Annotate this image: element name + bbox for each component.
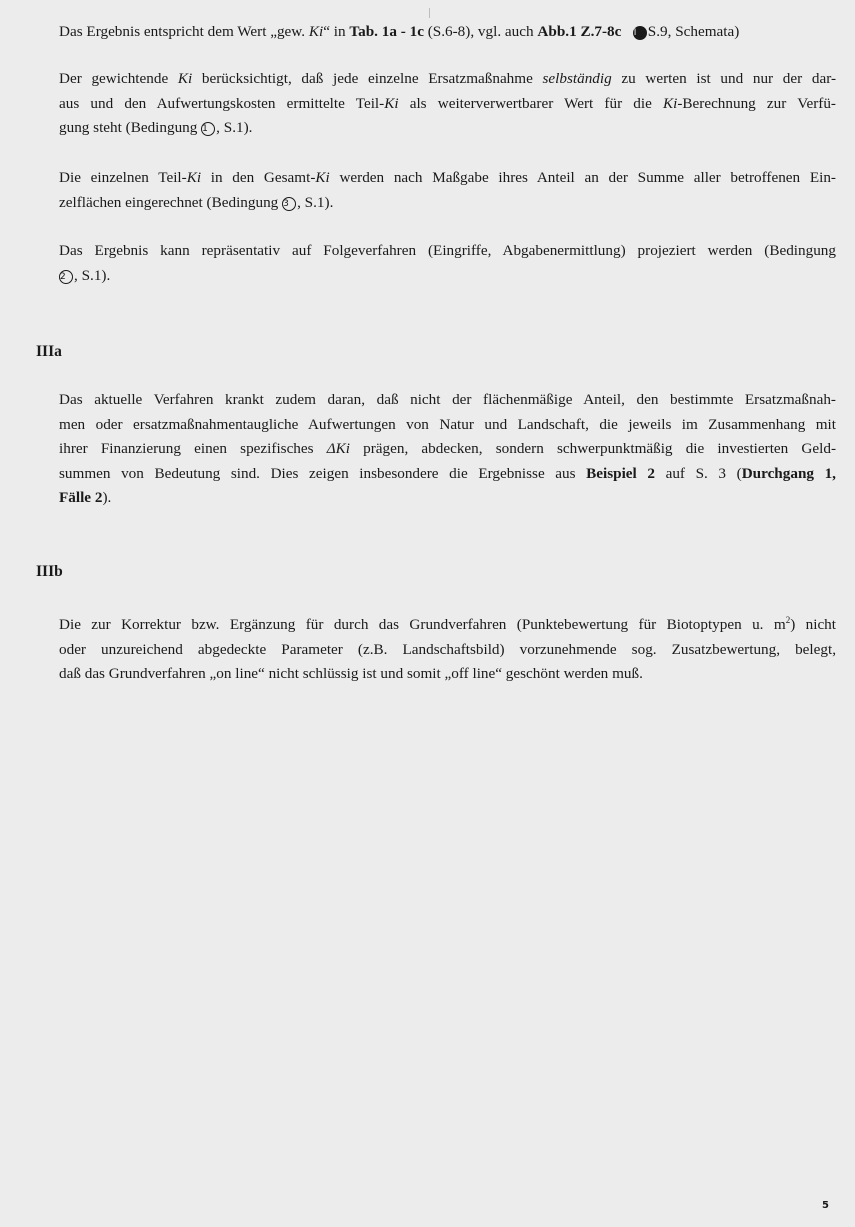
circled-numeral-icon: 2 (59, 270, 73, 284)
paragraph-line: Das aktuelle Verfahren krankt zudem daran, daß nicht der flächenmäßige Anteil, den bestimmte Ersatzmaßnah- (59, 391, 836, 408)
text: Der gewichtende (59, 70, 178, 87)
text: ). (102, 489, 112, 507)
text: summen von Bedeutung sind. Dies zeigen insbesondere die Ergebnisse aus (59, 464, 587, 482)
section-heading-iiia: IIIa (36, 343, 62, 360)
paragraph-line: Das Ergebnis kann repräsentativ auf Folgeverfahren (Eingriffe, Abgabenermittlung) projeziert werden (Bedingung (59, 242, 836, 259)
paragraph-correction (59, 608, 836, 687)
paragraph-line (59, 92, 836, 117)
circled-numeral-icon: I (633, 26, 647, 40)
paragraph-line (59, 67, 836, 92)
text: Die zur Korrektur bzw. Ergänzung für durch das Grundverfahren (Punktebewertung für Biotoptypen u. m (59, 616, 786, 634)
paragraph-line (59, 116, 836, 141)
paragraph-line: daß das Grundverfahren „on line“ nicht schlüssig ist und somit „off line“ geschönt werden muß. (59, 665, 643, 683)
figure-reference: Abb.1 Z.7-8c (537, 23, 622, 40)
paragraph-partial-ki (59, 166, 836, 215)
text: ) nicht (790, 616, 836, 634)
paragraph-line (59, 20, 836, 45)
paragraph-line: oder unzureichend abgedeckte Parameter (z.B. Landschaftsbild) vorzunehmende sog. Zusatzbewertung, belegt, (59, 640, 836, 658)
paragraph-line (59, 166, 836, 191)
case-reference: Fälle 2 (59, 489, 103, 507)
table-reference: Tab. 1a - 1c (349, 23, 424, 40)
scan-mark (429, 8, 430, 18)
text: werden nach Maßgabe ihres Anteil an der Summe aller betroffenen Ein- (329, 169, 836, 186)
text: Das Ergebnis entspricht dem Wert „gew. (59, 23, 309, 40)
paragraph-line (59, 437, 836, 462)
text: ihrer Finanzierung einen spezifisches (59, 440, 327, 458)
text: Die einzelnen Teil- (59, 169, 187, 186)
text: (S.6-8), vgl. auch (423, 23, 538, 40)
paragraph-line (59, 486, 836, 511)
text: , S.1). (297, 193, 334, 211)
run-reference: Durchgang 1, (741, 464, 836, 482)
superscript: 2 (785, 615, 791, 625)
paragraph-line (59, 608, 836, 638)
delta-ki-term: ΔKi (326, 440, 350, 458)
paragraph-line (59, 264, 836, 289)
ki-term: Ki (384, 94, 399, 112)
paragraph-representative (59, 239, 836, 288)
text: “ in (323, 23, 350, 40)
paragraph-weighting (59, 67, 836, 141)
text: S.9, Schemata) (647, 23, 740, 40)
ki-term: Ki (662, 94, 678, 112)
paragraph-line: men oder ersatzmaßnahmentaugliche Aufwertungen von Natur und Landschaft, die jeweils im Zusammenhang mit (59, 415, 836, 433)
text: als weiterverwertbarer Wert für die (398, 94, 663, 112)
paragraph-result-value (59, 20, 836, 45)
section-heading-iiib: IIIb (36, 563, 63, 580)
example-reference: Beispiel 2 (586, 464, 655, 482)
ki-term: Ki (308, 23, 324, 40)
text: in den Gesamt- (201, 169, 316, 186)
page-number: 5 (822, 1200, 829, 1211)
ki-term: Ki (186, 169, 202, 186)
text: zelflächen eingerechnet (Bedingung (59, 193, 283, 211)
text: prägen, abdecken, sondern schwerpunktmäßig die investierten Geld- (349, 440, 836, 458)
paragraph-current-procedure (59, 388, 836, 511)
text: aus und den Aufwertungskosten ermittelte Teil- (59, 94, 385, 112)
text: auf S. 3 ( (654, 464, 742, 482)
ki-term: Ki (177, 70, 193, 87)
paragraph-line (59, 462, 836, 487)
ki-term: Ki (315, 169, 330, 186)
text: , S.1). (74, 266, 111, 284)
text: -Berechnung zur Verfü- (677, 94, 836, 112)
paragraph-line (59, 191, 836, 216)
text: , S.1). (216, 119, 253, 137)
circled-numeral-icon: 1 (201, 122, 215, 136)
text: berücksichtigt, daß jede einzelne Ersatzmaßnahme (192, 70, 543, 87)
emphasis: selbständig (542, 70, 612, 87)
text: gung steht (Bedingung (59, 119, 202, 137)
text: zu werten ist und nur der dar- (611, 70, 837, 87)
circled-numeral-icon: 3 (282, 197, 296, 211)
